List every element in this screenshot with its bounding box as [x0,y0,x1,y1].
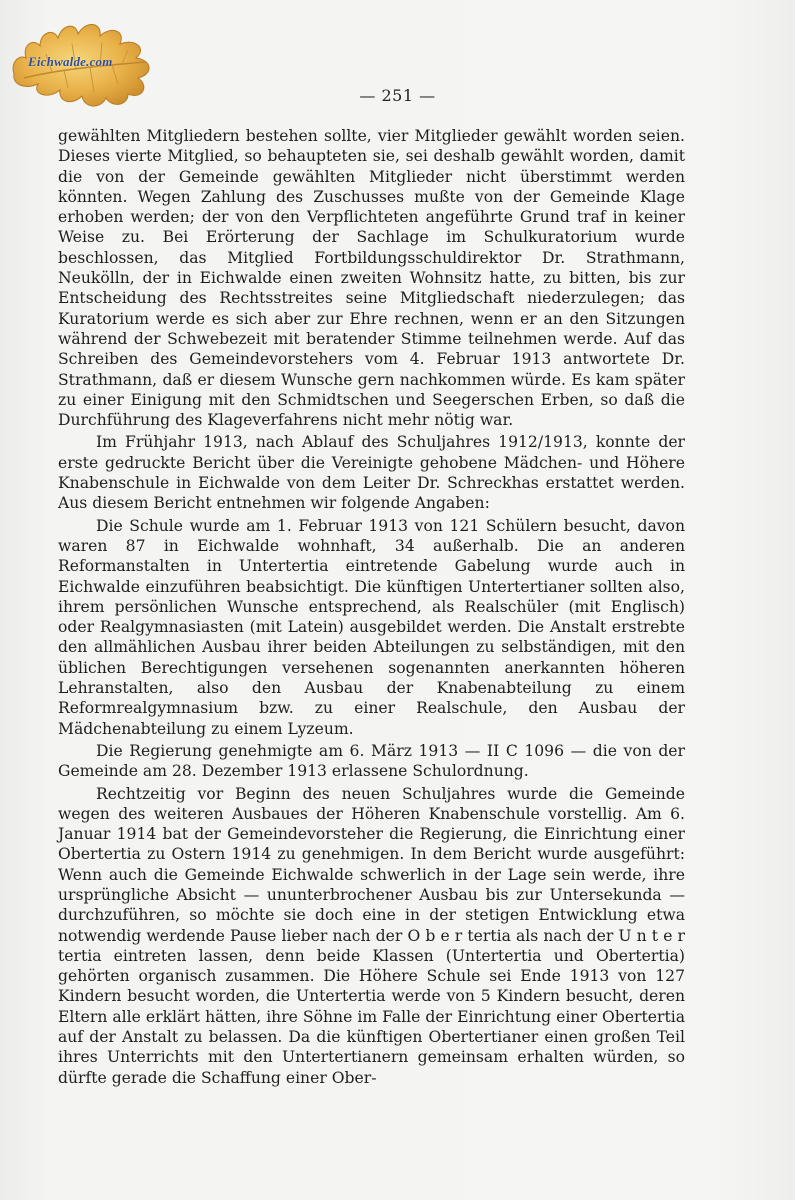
paragraph: Die Regierung genehmigte am 6. März 1913 — II C 1096 — die von der Gemeinde am 28. Dezember 1913 erlassene Schulordnung. [58,741,685,781]
paragraph: Rechtzeitig vor Beginn des neuen Schuljahres wurde die Gemeinde wegen des weiteren Ausbaues der Höheren Knabenschule vorstellig. Am 6. Januar 1914 bat der Gemeindevorsteher die Regierung, die Einrichtung einer Obertertia zu Ostern 1914 zu genehmigen. In dem Bericht wurde ausgeführt: Wenn auch die Gemeinde Eichwalde schwerlich in der Lage sein werde, ihre ursprüngliche Absicht — ununterbrochener Ausbau bis zur Untersekunda — durchzuführen, so möchte sie doch eine in der stetigen Entwicklung etwa notwendig werdende Pause lieber nach der O b e r tertia als nach der U n t e r tertia eintreten lassen, denn beide Klassen (Untertertia und Obertertia) gehörten organisch zusammen. Die Höhere Schule sei Ende 1913 von 127 Kindern besucht worden, die Untertertia werde von 5 Kindern besucht, deren Eltern alle erklärt hätten, ihre Söhne im Falle der Einrichtung einer Obertertia auf der Anstalt zu belassen. Da die künftigen Obertertianer einen großen Teil ihres Unterrichts mit den Untertertianern gemeinsam erhalten würden, so dürfte gerade die Schaffung einer Ober- [58,784,685,1087]
paragraph: gewählten Mitgliedern bestehen sollte, vier Mitglieder gewählt worden seien. Dieses vierte Mitglied, so behaupteten sie, sei deshalb gewählt worden, damit die von der Gemeinde gewählten Mitglieder nicht überstimmt werden könnten. Wegen Zahlung des Zuschusses mußte von der Gemeinde Klage erhoben werden; der von den Verpflichteten angeführte Grund traf in keiner Weise zu. Bei Erörterung der Sachlage im Schulkuratorium wurde beschlossen, das Mitglied Fortbildungsschuldirektor Dr. Strathmann, Neukölln, der in Eichwalde einen zweiten Wohnsitz hatte, zu bitten, bis zur Entscheidung des Rechtsstreites seine Mitgliedschaft niederzulegen; das Kuratorium werde es sich aber zur Ehre rechnen, wenn er an den Sitzungen während der Schwebezeit mit beratender Stimme teilnehmen werde. Auf das Schreiben des Gemeindevorstehers vom 4. Februar 1913 antwortete Dr. Strathmann, daß er diesem Wunsche gern nachkommen würde. Es kam später zu einer Einigung mit den Schmidtschen und Seegerschen Erben, so daß die Durchführung des Klageverfahrens nicht mehr nötig war. [58,127,685,430]
page-number: — 251 — [359,86,436,105]
paragraph: Die Schule wurde am 1. Februar 1913 von 121 Schülern besucht, davon waren 87 in Eichwalde wohnhaft, 34 außerhalb. Die an anderen Reformanstalten in Untertertia eintretende Gabelung wurde auch in Eichwalde einzuführen beabsichtigt. Die künftigen Untertertianer sollten also, ihrem persönlichen Wunsche entsprechend, als Realschüler (mit Englisch) oder Realgymnasiasten (mit Latein) ausgebildet werden. Die Anstalt erstrebte den allmählichen Ausbau ihrer beiden Abteilungen zu selbständigen, mit den üblichen Berechtigungen versehenen sogenannten anerkannten höheren Lehranstalten, also den Ausbau der Knabenabteilung zu einem Reformrealgymnasium bzw. zu einer Realschule, den Ausbau der Mädchenabteilung zu einem Lyzeum. [58,516,685,738]
paragraph: Im Frühjahr 1913, nach Ablauf des Schuljahres 1912/1913, konnte der erste gedruckte Bericht über die Vereinigte gehobene Mädchen- und Höhere Knabenschule in Eichwalde von dem Leiter Dr. Schreckhas erstattet werden. Aus diesem Bericht entnehmen wir folgende Angaben: [58,433,685,513]
body-text [58,126,685,1088]
logo-text: Eichwalde.com [28,54,113,69]
